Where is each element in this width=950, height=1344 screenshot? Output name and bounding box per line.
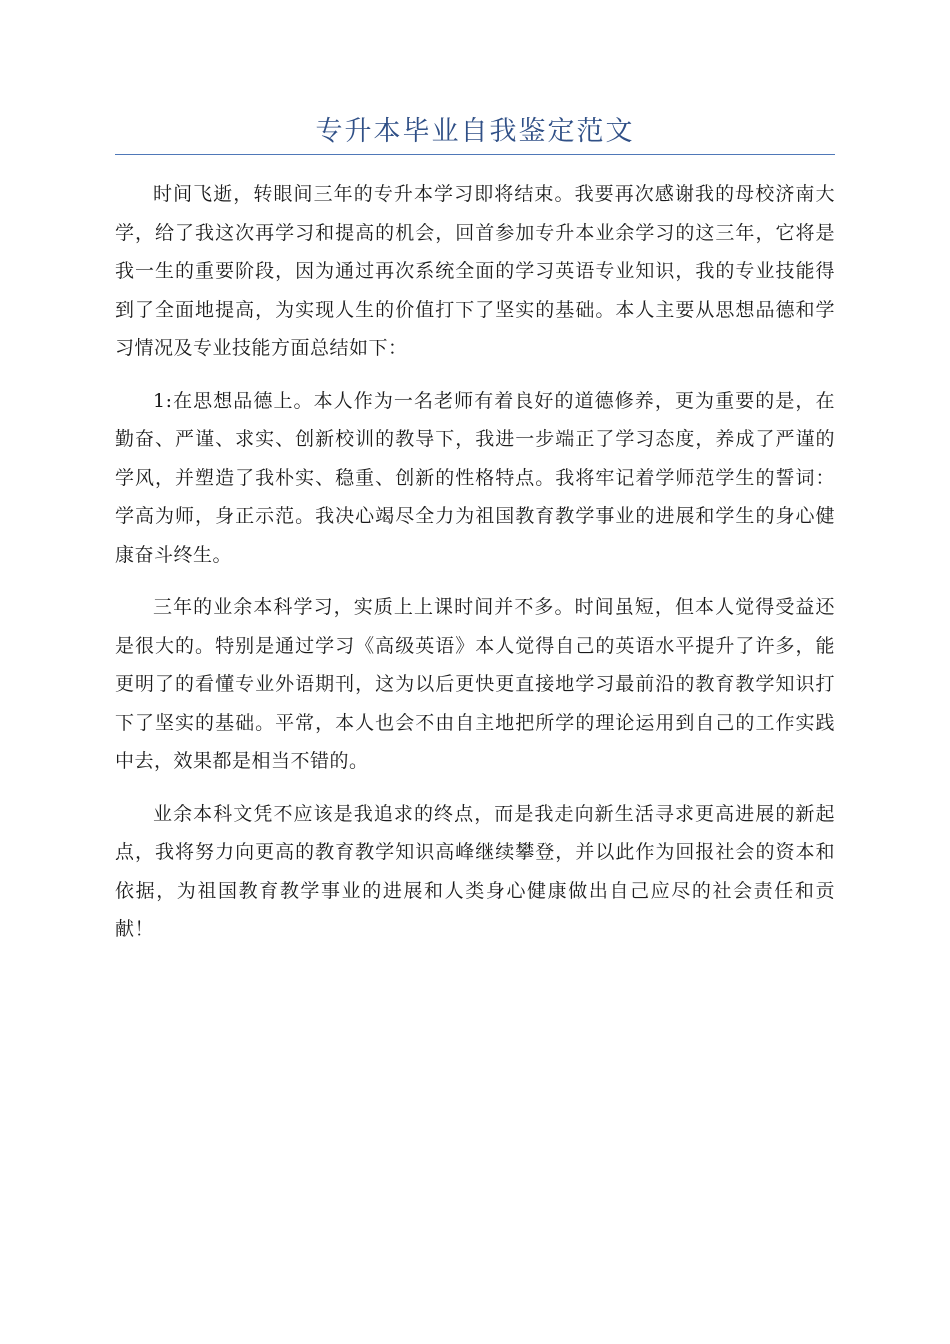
document-body <box>115 175 835 949</box>
document-page <box>115 112 835 963</box>
paragraph-moral-character: 1:在思想品德上。本人作为一名老师有着良好的道德修养，更为重要的是，在勤奋、严谨、求实、创新校训的教导下，我进一步端正了学习态度，养成了严谨的学风，并塑造了我朴实、稳重、创新的性格特点。我将牢记着学师范学生的誓词：学高为师，身正示范。我决心竭尽全力为祖国教育教学事业的进展和学生的身心健康奋斗终生。 <box>115 389 835 566</box>
paragraph-conclusion: 业余本科文凭不应该是我追求的终点，而是我走向新生活寻求更高进展的新起点，我将努力向更高的教育教学知识高峰继续攀登，并以此作为回报社会的资本和依据，为祖国教育教学事业的进展和人类身心健康做出自己应尽的社会责任和贡献！ <box>115 802 835 940</box>
title-underline <box>115 154 835 155</box>
paragraph-intro: 时间飞逝，转眼间三年的专升本学习即将结束。我要再次感谢我的母校济南大学，给了我这次再学习和提高的机会，回首参加专升本业余学习的这三年，它将是我一生的重要阶段，因为通过再次系统全面的学习英语专业知识，我的专业技能得到了全面地提高，为实现人生的价值打下了坚实的基础。本人主要从思想品德和学习情况及专业技能方面总结如下： <box>115 183 835 359</box>
paragraph-study: 三年的业余本科学习，实质上上课时间并不多。时间虽短，但本人觉得受益还是很大的。特别是通过学习《高级英语》本人觉得自己的英语水平提升了许多，能更明了的看懂专业外语期刊，这为以后更快更直接地学习最前沿的教育教学知识打下了坚实的基础。平常，本人也会不由自主地把所学的理论运用到自己的工作实践中去，效果都是相当不错的。 <box>115 596 835 772</box>
document-title: 专升本毕业自我鉴定范文 <box>315 116 635 147</box>
